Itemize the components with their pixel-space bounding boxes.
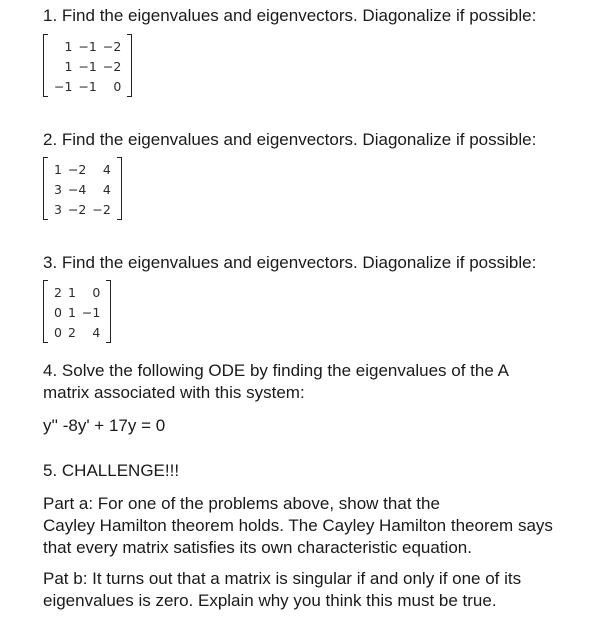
problem-3-matrix — [43, 280, 111, 343]
matrix-cell: −2 — [67, 161, 87, 177]
part-b-line: eigenvalues is zero. Explain why you think this must be true. — [43, 591, 497, 610]
matrix-row — [51, 36, 124, 56]
part-a-line: Part a: For one of the problems above, show that the — [43, 494, 440, 513]
matrix-cell: 3 — [54, 201, 62, 217]
matrix-cell: −1 — [54, 78, 73, 94]
matrix-row — [51, 159, 114, 179]
problem-3-heading: 3. Find the eigenvalues and eigenvectors. Diagonalize if possible: — [43, 253, 537, 272]
matrix-cell: 0 — [113, 78, 122, 94]
matrix-cell: −1 — [81, 304, 101, 320]
part-a-line: Cayley Hamilton theorem holds. The Cayley Hamilton theorem says — [43, 516, 553, 535]
problem-2-heading: 2. Find the eigenvalues and eigenvectors. Diagonalize if possible: — [43, 130, 537, 149]
matrix-cell: −2 — [67, 201, 87, 217]
problem-4-text — [43, 360, 583, 404]
problem-5-part-b — [43, 568, 583, 612]
matrix-cell: −2 — [92, 201, 111, 217]
matrix-row — [51, 56, 124, 76]
problem-4-line: 4. Solve the following ODE by finding the eigenvalues of the A — [43, 361, 509, 380]
matrix-row — [51, 199, 114, 219]
problem-1-matrix — [43, 34, 132, 97]
matrix-row — [51, 322, 103, 342]
matrix-cell: 4 — [102, 181, 111, 197]
problem-2-matrix — [43, 157, 122, 220]
matrix-cell: 0 — [54, 324, 62, 340]
problem-4-equation: y'' -8y' + 17y = 0 — [43, 416, 166, 435]
matrix-row — [51, 76, 124, 96]
problem-1-heading: 1. Find the eigenvalues and eigenvectors. Diagonalize if possible: — [43, 6, 537, 25]
matrix-cell: 4 — [102, 161, 111, 177]
matrix-cell: 1 — [64, 58, 73, 74]
part-b-line: Pat b: It turns out that a matrix is singular if and only if one of its — [43, 569, 522, 588]
problem-5-heading: 5. CHALLENGE!!! — [43, 461, 180, 480]
matrix-cell: 2 — [54, 284, 62, 300]
matrix-cell: 2 — [67, 324, 76, 340]
matrix-cell: 3 — [54, 181, 62, 197]
matrix-cell: −1 — [78, 38, 97, 54]
matrix-cell: 4 — [92, 324, 101, 340]
matrix-cell: 1 — [54, 161, 62, 177]
matrix-cell: −2 — [102, 38, 122, 54]
matrix-cell: 1 — [67, 304, 76, 320]
matrix-row — [51, 302, 103, 322]
matrix-row — [51, 282, 103, 302]
part-a-line: that every matrix satisfies its own characteristic equation. — [43, 538, 472, 557]
matrix-cell: 0 — [92, 284, 101, 300]
matrix-cell: 0 — [54, 304, 62, 320]
matrix-cell: −1 — [78, 58, 97, 74]
matrix-cell: −1 — [78, 78, 97, 94]
matrix-cell: −4 — [67, 181, 87, 197]
matrix-cell: 1 — [64, 38, 73, 54]
problem-5-part-a — [43, 493, 583, 559]
matrix-row — [51, 179, 114, 199]
matrix-cell: −2 — [102, 58, 122, 74]
problem-4-line: matrix associated with this system: — [43, 383, 305, 402]
matrix-cell: 1 — [67, 284, 76, 300]
